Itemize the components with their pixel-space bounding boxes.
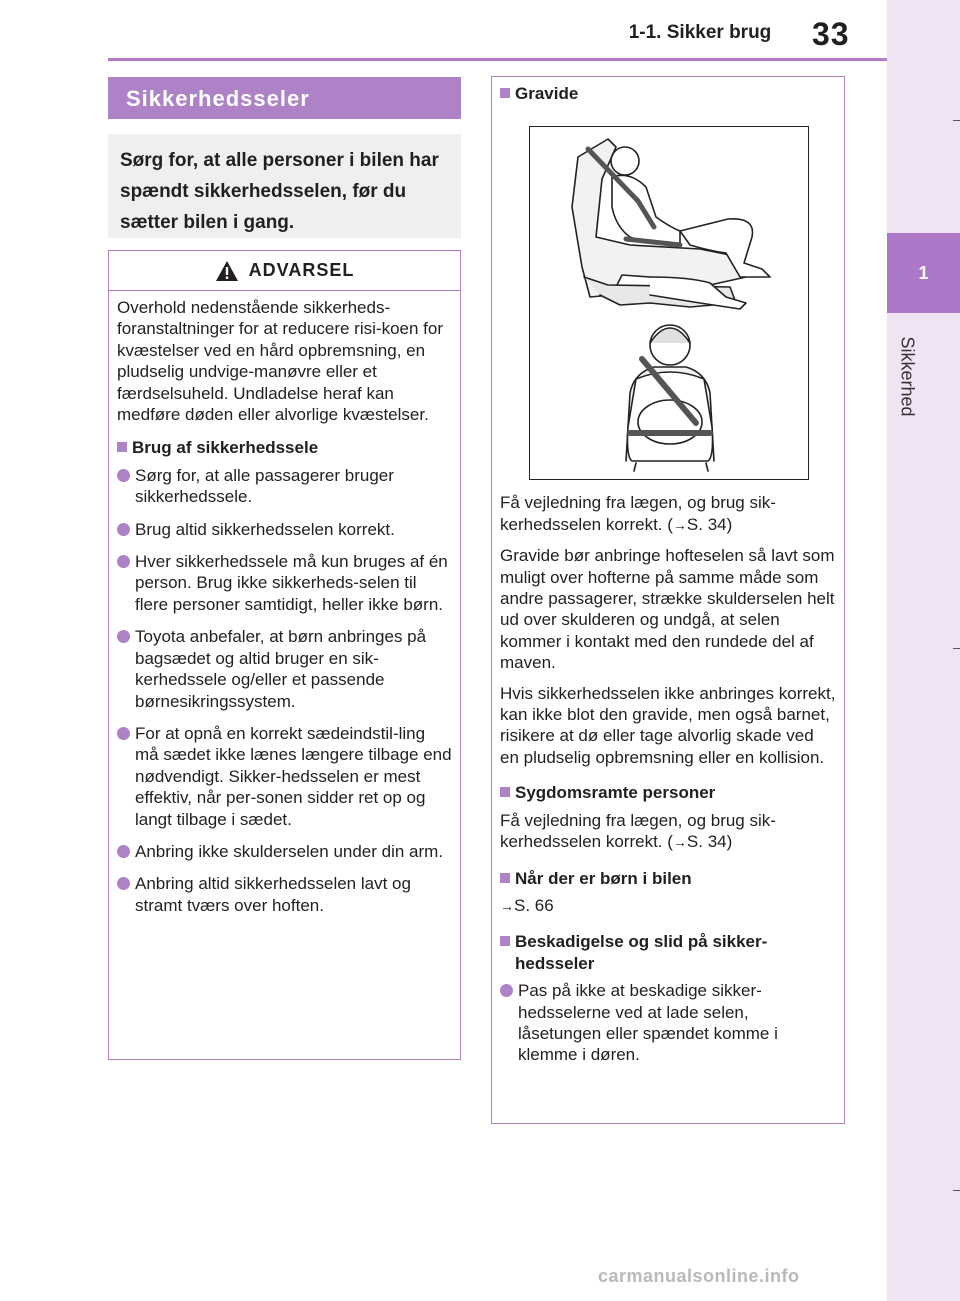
warning-bullet: Brug altid sikkerhedsselen korrekt. [117,519,452,540]
arrow-icon: → [672,516,687,533]
square-marker-icon [500,787,510,797]
page-reference-link[interactable]: S. 34 [686,832,727,852]
children-reference [500,895,836,917]
warning-bullet: Sørg for, at alle passagerer bruger sikkerhedssele. [117,465,452,508]
ill-advice: Få vejledning fra lægen, og brug sik-kerhedsselen korrekt. (→S. 34) [500,810,776,852]
warning-bullet: For at opnå en korrekt sædeindstil-ling må sædet ikke lænes længere tilbage end nødvendigt. Sikker-hedsselen er mest effektiv, når per-sonen sidder ret op og langt tilbage i sædet. [117,723,452,830]
info-box [491,76,845,1124]
circle-bullet-icon [117,555,130,568]
watermark: carmanualsonline.info [598,1266,800,1286]
warning-bullet: Hver sikkerhedssele må kun bruges af én person. Brug ikke sikkerheds-selen til flere personer samtidigt, heller ikke børn. [117,551,452,615]
header-rule [108,58,888,61]
ill-heading: Sygdomsramte personer [500,782,836,803]
square-marker-icon [500,936,510,946]
page-reference-link[interactable]: S. 66 [514,895,554,915]
warning-subheading: Brug af sikkerhedssele [117,437,452,458]
page-number: 33 [812,16,850,52]
warning-bullet: Anbring ikke skulderselen under din arm. [117,841,452,862]
children-heading: Når der er børn i bilen [500,868,836,889]
circle-bullet-icon [117,630,130,643]
circle-bullet-icon [117,523,130,536]
chapter-label: Sikkerhed [897,335,918,417]
circle-bullet-icon [117,469,130,482]
warning-bullet: Anbring altid sikkerhedsselen lavt og stramt tværs over hoften. [117,873,452,916]
square-marker-icon [117,442,127,452]
circle-bullet-icon [500,984,513,997]
square-marker-icon [500,88,510,98]
pregnant-advice: Få vejledning fra lægen, og brug sik-kerhedsselen korrekt. (→S. 34) [500,493,776,534]
warning-box [108,250,461,1060]
page-reference-link[interactable]: S. 34 [686,514,727,534]
edge-tick [953,120,960,121]
section-title: Sikkerhedsseler [108,77,461,119]
pregnant-seatbelt-illustration [529,126,809,480]
edge-tick [953,648,960,649]
circle-bullet-icon [117,727,130,740]
running-header-section: 1-1. Sikker brug [628,22,772,43]
warning-bullet: Toyota anbefaler, at børn anbringes på bagsædet og altid bruger en sik-kerhedssele og/eller et passende børnesikringssystem. [117,626,452,712]
arrow-icon: → [500,897,514,914]
pregnant-paragraph: Hvis sikkerhedsselen ikke anbringes korrekt, kan ikke blot den gravide, men også barnet, risikere at dø eller tage alvorlig skade ved en pludselig opbremsning eller en kollision. [500,683,836,767]
pregnant-paragraph: Gravide bør anbringe hofteselen så lavt som muligt over hofterne på samme måde som andre passagerer, strække skulderselen helt ud over skulderen og undgå, at selen kommer i kontakt med den rundede del af maven. [500,546,835,673]
warning-header [109,251,460,291]
damage-bullet: Pas på ikke at beskadige sikker-hedsselerne ved at lade selen, låsetungen eller spændet komme i klemme i døren. [500,980,836,1066]
chapter-number-tab[interactable]: 1 [887,233,960,313]
damage-heading: Beskadigelse og slid på sikker-hedsseler [500,931,836,974]
pregnant-heading: Gravide [500,83,836,104]
edge-tick [953,1190,960,1191]
circle-bullet-icon [117,845,130,858]
arrow-icon: → [672,834,687,851]
chapter-side-strip [887,0,960,1301]
intro-box: Sørg for, at alle personer i bilen har spændt sikkerhedsselen, før du sætter bilen i gang. [108,134,461,238]
warning-triangle-icon [215,260,239,282]
warning-intro: Overhold nedenstående sikkerheds-foranstaltninger for at reducere risi-koen for kvæstelser ved en hård opbremsning, en pludselig undvige-manøvre eller et færdselsuheld. Undladelse heraf kan medføre døden eller alvorlige kvæstelser. [117,298,443,425]
warning-title: ADVARSEL [248,260,355,280]
circle-bullet-icon [117,877,130,890]
square-marker-icon [500,873,510,883]
